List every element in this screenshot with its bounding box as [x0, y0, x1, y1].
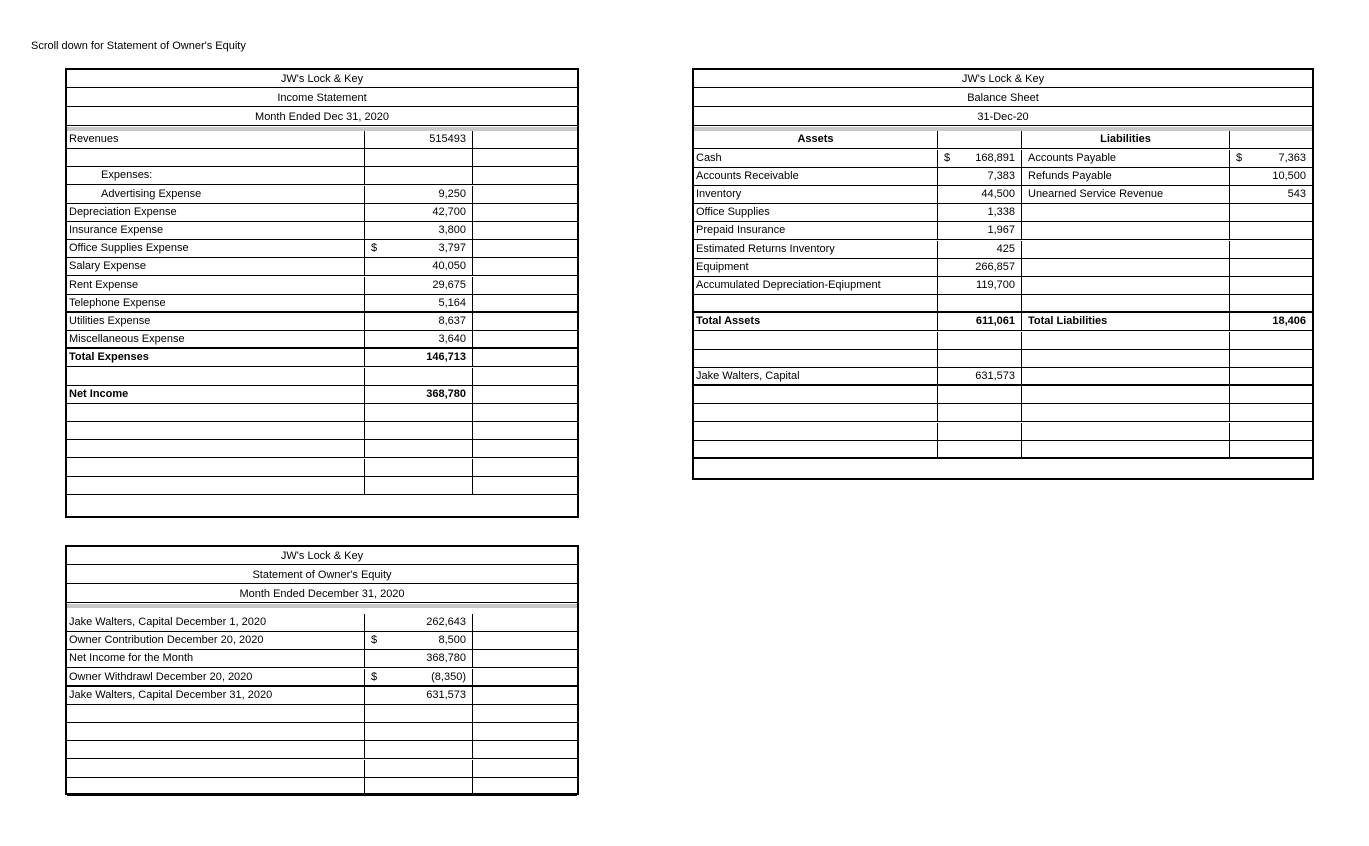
empty-cell: [473, 669, 577, 685]
empty-cell: [473, 258, 577, 275]
row-amount: 3,797: [438, 242, 466, 255]
row-label: Net Income: [67, 386, 365, 403]
table-row: [67, 204, 577, 222]
empty-cell: [473, 404, 577, 421]
asset-label: Office Supplies: [694, 204, 938, 221]
row-label: Depreciation Expense: [67, 204, 365, 221]
liability-label: [1022, 332, 1230, 349]
liability-amount-cell: [1230, 313, 1312, 330]
row-label: [67, 404, 365, 421]
empty-cell: [473, 440, 577, 457]
empty-cell: [473, 167, 577, 184]
row-amount-cell: [365, 386, 473, 403]
empty-cell: [473, 687, 577, 704]
liability-label: [1022, 441, 1230, 457]
liability-amount-cell: [1230, 404, 1312, 421]
row-label: [67, 705, 365, 722]
row-label: Advertising Expense: [67, 186, 365, 203]
row-amount: 29,675: [432, 278, 466, 291]
asset-label: [694, 441, 938, 457]
empty-cell: [473, 477, 577, 494]
row-amount-cell: [365, 404, 473, 421]
liability-amount: 10,500: [1272, 169, 1306, 182]
dollar-sign: $: [1236, 151, 1243, 164]
row-amount: 40,050: [432, 260, 466, 273]
row-label: Office Supplies Expense: [67, 240, 365, 257]
sheet-header-line: JW's Lock & Key: [67, 547, 577, 565]
liability-amount-cell: [1230, 241, 1312, 258]
empty-cell: [473, 204, 577, 221]
asset-label: Total Assets: [694, 313, 938, 330]
liability-amount-cell: [1230, 259, 1312, 276]
asset-label: Cash: [694, 150, 938, 167]
row-amount: 368,780: [426, 652, 466, 665]
row-amount: 8,500: [438, 634, 466, 647]
table-row: [694, 332, 1312, 350]
row-amount-cell: [365, 368, 473, 385]
asset-label: [694, 423, 938, 440]
row-amount-cell: [365, 131, 473, 148]
asset-amount-cell: [938, 150, 1022, 167]
liability-amount-cell: [1230, 204, 1312, 221]
asset-label: [694, 404, 938, 421]
liability-label: [1022, 295, 1230, 311]
balance-sheet: [692, 68, 1314, 480]
row-label: Miscellaneous Expense: [67, 331, 365, 347]
empty-cell: [473, 760, 577, 777]
row-label: Expenses:: [67, 167, 365, 184]
dollar-sign: $: [371, 242, 378, 255]
table-row: [67, 295, 577, 313]
row-amount: 368,780: [426, 387, 466, 400]
table-row: [67, 404, 577, 422]
empty-cell: [473, 459, 577, 476]
row-label: Rent Expense: [67, 277, 365, 294]
liability-label: [1022, 277, 1230, 294]
row-label: [67, 477, 365, 494]
dollar-sign: $: [371, 670, 378, 683]
table-row: [694, 295, 1312, 313]
table-row: [694, 204, 1312, 222]
liability-amount-cell: [1230, 277, 1312, 294]
row-amount-cell: [365, 422, 473, 439]
asset-amount: 168,891: [975, 151, 1015, 164]
asset-amount-cell: [938, 186, 1022, 203]
row-amount-cell: [365, 295, 473, 311]
asset-amount-cell: [938, 295, 1022, 311]
empty-cell: [473, 386, 577, 403]
liability-label: [1022, 350, 1230, 367]
owners-equity-statement: [65, 545, 579, 795]
asset-label: [694, 350, 938, 367]
row-amount-cell: [365, 440, 473, 457]
liability-label: Total Liabilities: [1022, 313, 1230, 330]
table-row: [67, 258, 577, 276]
liability-amount-cell: [1230, 423, 1312, 440]
asset-amount-cell: [938, 259, 1022, 276]
row-amount-cell: [365, 477, 473, 494]
table-row: [67, 440, 577, 458]
row-amount: 631,573: [426, 688, 466, 701]
table-row: [694, 186, 1312, 204]
row-amount-cell: [365, 313, 473, 330]
asset-label: Accounts Receivable: [694, 168, 938, 185]
assets-heading: Assets: [694, 131, 938, 148]
empty-cell: [473, 295, 577, 311]
row-amount-cell: [365, 650, 473, 667]
liability-label: Unearned Service Revenue: [1022, 186, 1230, 203]
asset-label: Inventory: [694, 186, 938, 203]
row-label: Net Income for the Month: [67, 650, 365, 667]
asset-amount-cell: [938, 241, 1022, 258]
asset-amount-cell: [938, 368, 1022, 384]
asset-amount-cell: [938, 441, 1022, 457]
row-label: Jake Walters, Capital December 1, 2020: [67, 614, 365, 631]
liability-amount-cell: [1230, 386, 1312, 403]
table-row: [67, 368, 577, 386]
empty-cell: [473, 240, 577, 257]
empty-cell: [473, 331, 577, 347]
asset-label: Equipment: [694, 259, 938, 276]
asset-amount-cell: [938, 404, 1022, 421]
empty-cell: [473, 723, 577, 740]
empty-cell: [473, 368, 577, 385]
asset-label: Prepaid Insurance: [694, 222, 938, 239]
asset-amount-cell: [938, 313, 1022, 330]
row-label: Telephone Expense: [67, 295, 365, 311]
table-row: [694, 386, 1312, 404]
dollar-sign: $: [371, 634, 378, 647]
row-label: Salary Expense: [67, 258, 365, 275]
empty-cell: [1230, 131, 1312, 148]
table-row: [694, 150, 1312, 168]
table-row: [694, 241, 1312, 259]
row-amount-cell: [365, 459, 473, 476]
liability-label: [1022, 204, 1230, 221]
row-amount-cell: [365, 669, 473, 685]
row-amount-cell: [365, 632, 473, 649]
row-label: [67, 741, 365, 758]
asset-amount: 119,700: [976, 278, 1015, 291]
row-amount: 8,637: [438, 315, 466, 327]
row-amount: 5,164: [438, 296, 466, 309]
row-amount-cell: [365, 258, 473, 275]
asset-amount-cell: [938, 350, 1022, 367]
table-row: [694, 404, 1312, 422]
asset-amount: 611,061: [975, 315, 1015, 328]
row-amount-cell: [365, 760, 473, 777]
row-amount: 9,250: [438, 187, 466, 200]
row-label: Utilities Expense: [67, 313, 365, 330]
table-row: [67, 632, 577, 650]
table-row: [694, 222, 1312, 240]
asset-amount-cell: [938, 222, 1022, 239]
row-amount-cell: [365, 741, 473, 758]
empty-cell: [473, 186, 577, 203]
empty-cell: [473, 149, 577, 166]
empty-cell: [473, 422, 577, 439]
table-row: [67, 349, 577, 367]
scroll-note: Scroll down for Statement of Owner's Equity: [31, 40, 246, 52]
row-amount: 146,713: [426, 351, 466, 364]
table-row: [67, 422, 577, 440]
table-row: [67, 477, 577, 495]
table-row: [67, 331, 577, 349]
table-row: [694, 368, 1312, 386]
empty-cell: [473, 313, 577, 330]
empty-cell: [473, 741, 577, 758]
row-amount-cell: [365, 149, 473, 166]
table-row: [67, 459, 577, 477]
asset-amount: 425: [996, 242, 1015, 255]
liability-label: [1022, 241, 1230, 258]
row-label: Insurance Expense: [67, 222, 365, 239]
row-amount-cell: [365, 167, 473, 184]
empty-cell: [473, 632, 577, 649]
sheet-header-line: Statement of Owner's Equity: [67, 566, 577, 584]
row-amount-cell: [365, 705, 473, 722]
table-row: [694, 423, 1312, 441]
table-row: [67, 650, 577, 668]
row-amount-cell: [365, 240, 473, 257]
row-label: [67, 368, 365, 385]
sheet-header-line: JW's Lock & Key: [694, 70, 1312, 88]
table-row: [694, 441, 1312, 459]
table-row: [694, 259, 1312, 277]
row-label: [67, 422, 365, 439]
sheet-header-line: Month Ended Dec 31, 2020: [67, 108, 577, 126]
empty-cell: [938, 131, 1022, 148]
empty-cell: [473, 614, 577, 631]
liability-label: [1022, 386, 1230, 403]
table-row: [67, 614, 577, 632]
table-row: [67, 222, 577, 240]
table-row: [67, 167, 577, 185]
liability-label: [1022, 423, 1230, 440]
row-label: [67, 149, 365, 166]
table-row: [67, 240, 577, 258]
row-label: [67, 459, 365, 476]
empty-cell: [473, 277, 577, 294]
column-heading-row: [694, 131, 1312, 149]
liability-amount-cell: [1230, 150, 1312, 167]
asset-amount: 7,383: [987, 169, 1015, 182]
asset-amount: 631,573: [975, 369, 1015, 382]
table-row: [67, 669, 577, 687]
liability-amount-cell: [1230, 168, 1312, 185]
table-row: [694, 277, 1312, 295]
row-amount-cell: [365, 186, 473, 203]
liability-amount: 18,406: [1272, 315, 1306, 328]
empty-cell: [473, 778, 577, 795]
empty-cell: [473, 705, 577, 722]
row-label: Total Expenses: [67, 349, 365, 366]
table-row: [694, 168, 1312, 186]
row-label: [67, 778, 365, 795]
row-amount-cell: [365, 331, 473, 347]
row-amount-cell: [365, 204, 473, 221]
income-statement: [65, 68, 579, 518]
sheet-header-line: Income Statement: [67, 89, 577, 107]
asset-label: Estimated Returns Inventory: [694, 241, 938, 258]
empty-cell: [473, 131, 577, 148]
asset-label: [694, 332, 938, 349]
sheet-header-line: 31-Dec-20: [694, 108, 1312, 126]
liabilities-heading: Liabilities: [1022, 131, 1230, 148]
asset-amount: 1,338: [987, 206, 1015, 219]
row-amount: 3,640: [438, 333, 466, 346]
asset-amount-cell: [938, 204, 1022, 221]
row-amount-cell: [365, 277, 473, 294]
table-row: [67, 741, 577, 759]
liability-label: [1022, 368, 1230, 384]
row-amount-cell: [365, 614, 473, 631]
table-row: [67, 687, 577, 705]
table-row: [67, 131, 577, 149]
sheet-header-line: JW's Lock & Key: [67, 70, 577, 88]
asset-amount-cell: [938, 386, 1022, 403]
row-amount: 515493: [429, 133, 466, 145]
row-amount-cell: [365, 778, 473, 795]
table-row: [67, 778, 577, 796]
liability-amount-cell: [1230, 368, 1312, 384]
liability-amount-cell: [1230, 441, 1312, 457]
asset-amount: 44,500: [981, 187, 1015, 200]
header-separator: [67, 604, 577, 608]
asset-label: [694, 295, 938, 311]
sheet-header-line: Month Ended December 31, 2020: [67, 585, 577, 603]
table-row: [67, 313, 577, 331]
asset-amount-cell: [938, 332, 1022, 349]
row-amount-cell: [365, 723, 473, 740]
asset-label: Accumulated Depreciation-Eqiupment: [694, 277, 938, 294]
row-amount: 42,700: [432, 205, 466, 218]
row-label: Revenues: [67, 131, 365, 148]
empty-cell: [473, 349, 577, 366]
liability-label: [1022, 259, 1230, 276]
row-amount-cell: [365, 349, 473, 366]
table-row: [694, 350, 1312, 368]
liability-amount-cell: [1230, 295, 1312, 311]
row-label: Owner Withdrawl December 20, 2020: [67, 669, 365, 685]
asset-amount: 266,857: [975, 260, 1015, 273]
table-row: [67, 760, 577, 778]
row-amount-cell: [365, 687, 473, 704]
table-row: [67, 149, 577, 167]
liability-label: [1022, 404, 1230, 421]
liability-amount-cell: [1230, 332, 1312, 349]
row-label: [67, 723, 365, 740]
liability-amount-cell: [1230, 222, 1312, 239]
table-row: [67, 723, 577, 741]
liability-amount: 7,363: [1278, 151, 1306, 164]
row-amount-cell: [365, 222, 473, 239]
table-row: [67, 386, 577, 404]
asset-amount-cell: [938, 168, 1022, 185]
row-label: [67, 760, 365, 777]
liability-label: Refunds Payable: [1022, 168, 1230, 185]
table-row: [67, 186, 577, 204]
empty-cell: [473, 222, 577, 239]
liability-label: [1022, 222, 1230, 239]
row-label: Jake Walters, Capital December 31, 2020: [67, 687, 365, 704]
liability-amount-cell: [1230, 186, 1312, 203]
asset-amount-cell: [938, 423, 1022, 440]
row-label: [67, 440, 365, 457]
table-row: [67, 705, 577, 723]
asset-label: [694, 386, 938, 403]
row-amount: 3,800: [438, 224, 466, 236]
row-amount: 262,643: [426, 616, 466, 628]
table-row: [67, 277, 577, 295]
liability-amount-cell: [1230, 350, 1312, 367]
asset-amount-cell: [938, 277, 1022, 294]
table-row: [694, 313, 1312, 331]
row-amount: (8,350): [431, 670, 466, 683]
empty-cell: [473, 650, 577, 667]
liability-amount: 543: [1287, 187, 1306, 200]
sheet-header-line: Balance Sheet: [694, 89, 1312, 107]
row-label: Owner Contribution December 20, 2020: [67, 632, 365, 649]
dollar-sign: $: [944, 151, 951, 164]
liability-label: Accounts Payable: [1022, 150, 1230, 167]
asset-label: Jake Walters, Capital: [694, 368, 938, 384]
asset-amount: 1,967: [987, 224, 1015, 237]
